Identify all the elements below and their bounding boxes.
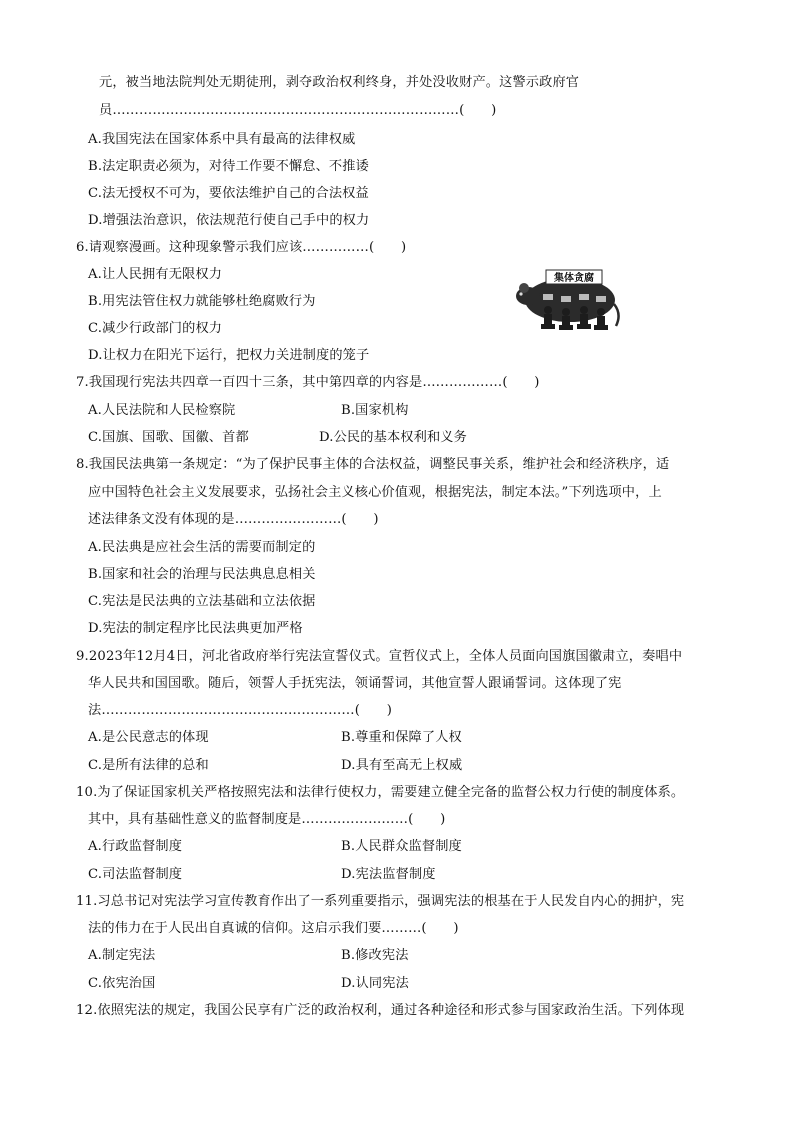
q5-option-b[interactable]: B.法定职责必须为，对待工作要不懈怠、不推诿: [88, 159, 369, 174]
q7-stem: 7.我国现行宪法共四章一百四十三条，其中第四章的内容是………………( ): [76, 375, 540, 390]
q10-option-b[interactable]: B.人民群众监督制度: [341, 839, 462, 854]
q5-option-d[interactable]: D.增强法治意识，依法规范行使自己手中的权力: [88, 213, 370, 228]
q6-option-d[interactable]: D.让权力在阳光下运行，把权力关进制度的笼子: [88, 348, 370, 363]
q6-stem: 6.请观察漫画。这种现象警示我们应该……………( ): [76, 240, 407, 255]
q9-option-d[interactable]: D.具有至高无上权威: [341, 758, 463, 773]
q10-stem-line-2: 其中，具有基础性意义的监督制度是……………………( ): [88, 812, 446, 827]
q9-option-c[interactable]: C.是所有法律的总和: [88, 758, 209, 773]
q10-option-c[interactable]: C.司法监督制度: [88, 867, 183, 882]
q11-stem-line-1: 11.习总书记对宪法学习宣传教育作出了一系列重要指示，强调宪法的根基在于人民发自内心的拥护，宪: [76, 894, 685, 909]
q9-stem-line-2: 华人民共和国国歌。随后，领誓人手抚宪法，领诵誓词，其他宣誓人跟诵誓词。这体现了宪: [88, 676, 622, 691]
q8-option-a[interactable]: A.民法典是应社会生活的需要而制定的: [88, 540, 316, 555]
q5-stem-line-1: 元，被当地法院判处无期徒刑，剥夺政治权利终身，并处没收财产。这警示政府官: [99, 75, 580, 90]
q11-option-d[interactable]: D.认同宪法: [341, 976, 409, 991]
q8-stem-line-1: 8.我国民法典第一条规定：“为了保护民事主体的合法权益，调整民事关系，维护社会和经济秩序，适: [76, 457, 670, 472]
q9-option-a[interactable]: A.是公民意志的体现: [88, 730, 209, 745]
q6-option-c[interactable]: C.减少行政部门的权力: [88, 321, 223, 336]
q7-option-d[interactable]: D.公民的基本权利和义务: [319, 430, 467, 445]
cartoon-caption: 集体贪腐: [554, 273, 594, 284]
q5-option-a[interactable]: A.我国宪法在国家体系中具有最高的法律权威: [88, 132, 356, 147]
q9-stem-line-1: 9.2023年12月4日，河北省政府举行宪法宣誓仪式。宣哲仪式上，全体人员面向国旗国徽肃立，奏唱中: [76, 649, 683, 664]
q6-option-a[interactable]: A.让人民拥有无限权力: [88, 267, 223, 282]
q10-option-a[interactable]: A.行政监督制度: [88, 839, 183, 854]
q5-stem-line-2: 员……………………………………………………………………( ): [99, 103, 497, 118]
q9-option-b[interactable]: B.尊重和保障了人权: [341, 730, 462, 745]
q8-option-b[interactable]: B.国家和社会的治理与民法典息息相关: [88, 567, 316, 582]
q9-stem-line-3: 法…………………………………………………( ): [88, 703, 393, 718]
q8-stem-line-2: 应中国特色社会主义发展要求，弘扬社会主义核心价值观，根据宪法，制定本法。”下列选项中，上: [88, 485, 662, 500]
q7-option-a[interactable]: A.人民法院和人民检察院: [88, 403, 236, 418]
q8-option-c[interactable]: C.宪法是民法典的立法基础和立法依据: [88, 594, 316, 609]
q11-stem-line-2: 法的伟力在于人民出自真诚的信仰。这启示我们要………( ): [88, 921, 459, 936]
q8-option-d[interactable]: D.宪法的制定程序比民法典更加严格: [88, 621, 303, 636]
q11-option-a[interactable]: A.制定宪法: [88, 948, 156, 963]
q8-stem-line-3: 述法律条文没有体现的是……………………( ): [88, 512, 379, 527]
corruption-cartoon: [510, 266, 622, 336]
q5-option-c[interactable]: C.法无授权不可为，要依法维护自己的合法权益: [88, 186, 369, 201]
q11-option-c[interactable]: C.依宪治国: [88, 976, 156, 991]
q7-option-b[interactable]: B.国家机构: [341, 403, 409, 418]
q6-option-b[interactable]: B.用宪法管住权力就能够杜绝腐败行为: [88, 294, 316, 309]
corruption-cartoon-icon: [510, 266, 622, 336]
q10-option-d[interactable]: D.宪法监督制度: [341, 867, 436, 882]
q7-option-c[interactable]: C.国旗、国歌、国徽、首都: [88, 430, 249, 445]
q11-option-b[interactable]: B.修改宪法: [341, 948, 409, 963]
q12-stem-line-1: 12.依照宪法的规定，我国公民享有广泛的政治权利，通过各种途径和形式参与国家政治生活。下列体现: [76, 1003, 685, 1018]
q10-stem-line-1: 10.为了保证国家机关严格按照宪法和法律行使权力，需要建立健全完备的监督公权力行使的制度体系。: [76, 785, 685, 800]
